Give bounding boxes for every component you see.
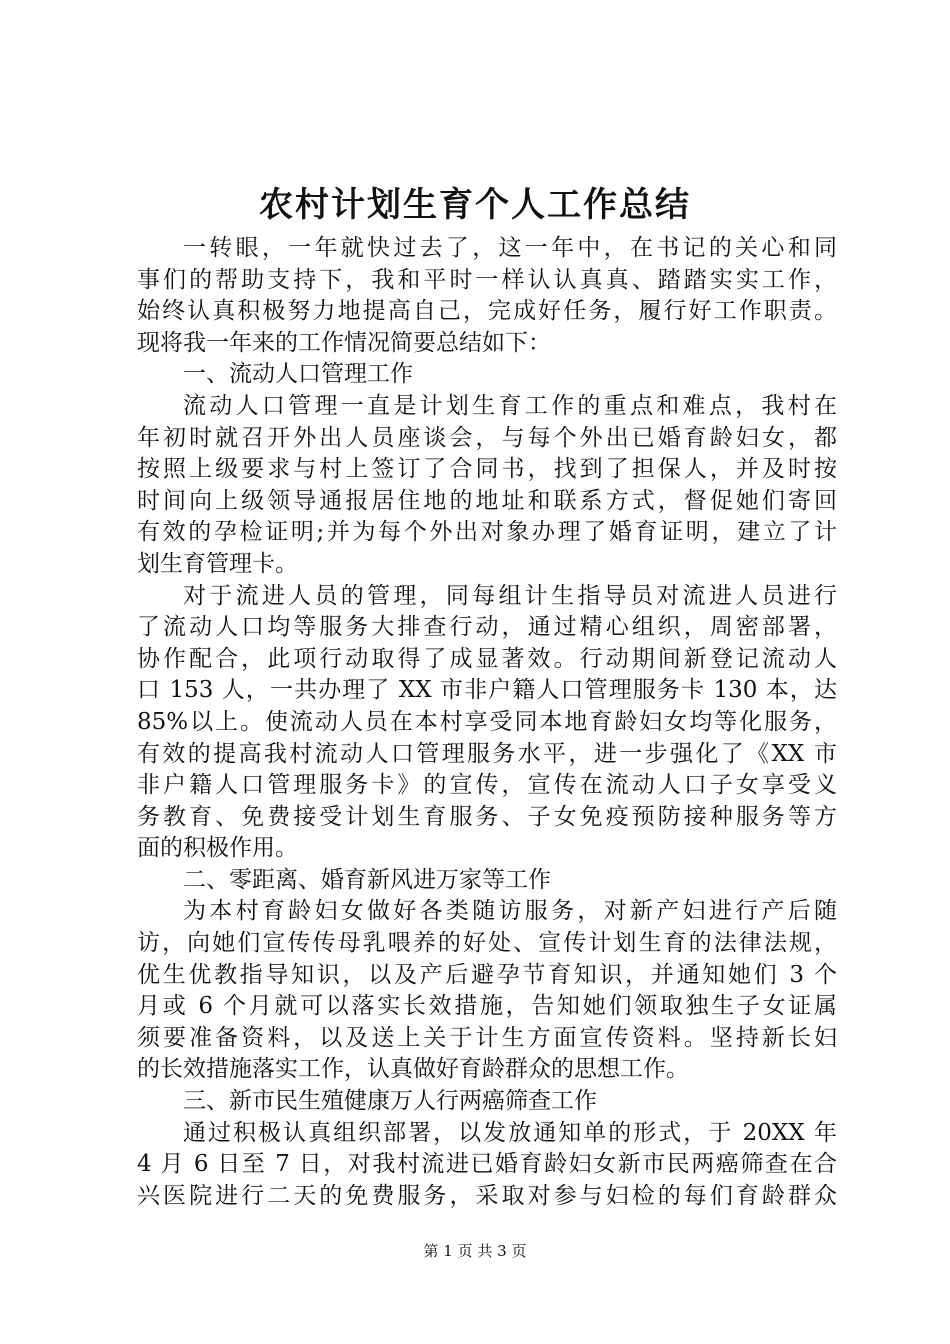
text-line: 了流动人口均等服务大排查行动，通过精心组织，周密部署， [137,614,837,641]
text-line: 一转眼，一年就快过去了，这一年中，在书记的关心和同 [183,235,837,261]
page-footer: 第 1 页 共 3 页 [423,1242,527,1260]
text-line: 二、零距离、婚育新风进万家等工作 [183,866,551,893]
text-line: 面的积极作用。 [137,835,298,862]
text-line: 流动人口管理一直是计划生育工作的重点和难点，我村在 [183,392,837,419]
text-line: 有效的孕检证明;并为每个外出对象办理了婚育证明，建立了计 [137,519,837,546]
text-line: 口 153 人，一共办理了 XX 市非户籍人口管理服务卡 130 本，达 [137,677,837,704]
text-line: 通过积极认真组织部署，以发放通知单的形式，于 20XX 年 [183,1119,837,1146]
text-line: 为本村育龄妇女做好各类随访服务，对新产妇进行产后随 [183,898,837,925]
text-line: 85%以上。使流动人员在本村享受同本地育龄妇女均等化服务， [137,708,837,735]
document-title: 农村计划生育个人工作总结 [259,185,691,225]
text-line: 按照上级要求与村上签订了合同书，找到了担保人，并及时按 [137,456,837,483]
text-line: 年初时就召开外出人员座谈会，与每个外出已婚育龄妇女，都 [137,424,837,451]
text-line: 现将我一年来的工作情况简要总结如下： [137,329,551,356]
text-line: 优生优教指导知识，以及产后避孕节育知识，并通知她们 3 个 [137,961,837,988]
text-line: 协作配合，此项行动取得了成显著效。行动期间新登记流动人 [137,645,837,672]
text-line: 兴医院进行二天的免费服务，采取对参与妇检的每们育龄群众 [137,1182,837,1209]
text-line: 对于流进人员的管理，同每组计生指导员对流进人员进行 [183,582,837,609]
text-line: 事们的帮助支持下，我和平时一样认认真真、踏踏实实工作， [137,266,837,293]
text-line: 划生育管理卡。 [137,550,298,577]
text-line: 有效的提高我村流动人口管理服务水平，进一步强化了《XX 市 [137,740,837,767]
text-line: 一、流动人口管理工作 [183,361,413,388]
text-line: 始终认真积极努力地提高自己，完成好任务，履行好工作职责。 [137,298,837,325]
text-line: 访，向她们宣传传母乳喂养的好处、宣传计划生育的法律法规， [137,930,837,957]
text-line: 月或 6 个月就可以落实长效措施，告知她们领取独生子女证属 [137,993,837,1020]
text-line: 4 月 6 日至 7 日，对我村流进已婚育龄妇女新市民两癌筛查在合 [137,1151,837,1178]
text-line: 须要准备资料，以及送上关于计生方面宣传资料。坚持新长妇 [137,1024,837,1051]
text-line: 三、新市民生殖健康万人行两癌筛查工作 [183,1088,597,1115]
text-line: 时间向上级领导通报居住地的地址和联系方式，督促她们寄回 [137,487,837,514]
text-line: 非户籍人口管理服务卡》的宣传，宣传在流动人口子女享受义 [137,772,837,799]
document-body [137,233,837,1212]
text-line: 务教育、免费接受计划生育服务、子女免疫预防接种服务等方 [137,803,837,830]
text-line: 的长效措施落实工作，认真做好育龄群众的思想工作。 [137,1056,689,1083]
